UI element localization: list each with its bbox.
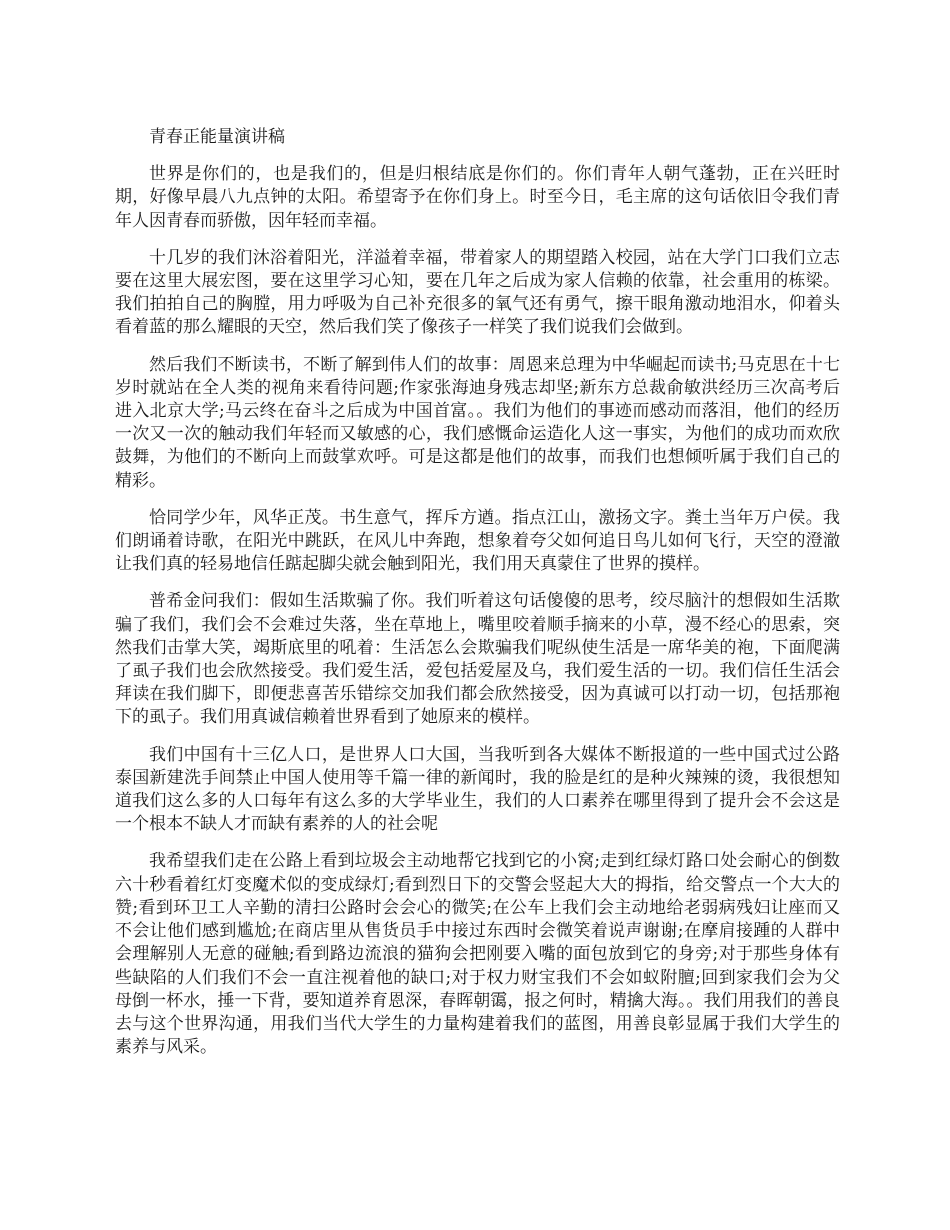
paragraph-7: 我希望我们走在公路上看到垃圾会主动地帮它找到它的小窝;走到红绿灯路口处会耐心的倒数六十秒看着红灯变魔术似的变成绿灯;看到烈日下的交警会竖起大大的拇指，给交警点一个大大的赞;看到环卫工人辛勤的清扫公路时会会心的微笑;在公车上我们会主动地给老弱病残妇让座而又不会让他们感到尴尬;在商店里从售货员手中接过东西时会微笑着说声谢谢;在摩肩接踵的人群中会理解别人无意的碰触;看到路边流浪的猫狗会把刚要入嘴的面包放到它的身旁;对于那些身体有些缺陷的人们我们不会一直注视着他的缺口;对于权力财宝我们不会如蚁附膻;回到家我们会为父母倒一杯水，捶一下背，要知道养育恩深，春晖朝霭，报之何时，精擒大海。。我们用我们的善良去与这个世界沟通，用我们当代大学生的力量构建着我们的蓝图，用善良彰显属于我们大学生的素养与风采。	[115, 851, 840, 1058]
paragraph-4: 恰同学少年，风华正茂。书生意气，挥斥方遒。指点江山，激扬文字。粪土当年万户侯。我们朗诵着诗歌，在阳光中跳跃，在风儿中奔跑，想象着夸父如何追日鸟儿如何飞行，天空的澄澈让我们真的轻易地信任踮起脚尖就会触到阳光，我们用天真蒙住了世界的摸样。	[115, 507, 840, 575]
paragraph-1: 世界是你们的，也是我们的，但是归根结底是你们的。你们青年人朝气蓬勃，正在兴旺时期，好像早晨八九点钟的太阳。希望寄予在你们身上。时至今日，毛主席的这句话依旧令我们青年人因青春而骄傲，因年轻而幸福。	[115, 164, 840, 231]
paragraph-6: 我们中国有十三亿人口，是世界人口大国，当我听到各大媒体不断报道的一些中国式过公路泰国新建洗手间禁止中国人使用等千篇一律的新闻时，我的脸是红的是种火辣辣的烫，我很想知道我们这么多的人口每年有这么多的大学毕业生，我们的人口素养在哪里得到了提升会不会这是一个根本不缺人才而缺有素养的人的社会呢	[115, 744, 840, 835]
paragraph-2: 十几岁的我们沐浴着阳光，洋溢着幸福，带着家人的期望踏入校园，站在大学门口我们立志要在这里大展宏图，要在这里学习心知，要在几年之后成为家人信赖的依靠，社会重用的栋梁。我们拍拍自己的胸膛，用力呼吸为自己补充很多的氧气还有勇气，擦干眼角激动地泪水，仰着头看着蓝的那么耀眼的天空，然后我们笑了像孩子一样笑了我们说我们会做到。	[115, 247, 840, 338]
paragraph-3: 然后我们不断读书，不断了解到伟人们的故事：周恩来总理为中华崛起而读书;马克思在十七岁时就站在全人类的视角来看待问题;作家张海迪身残志却坚;新东方总裁俞敏洪经历三次高考后进入北京大学;马云终在奋斗之后成为中国首富。。我们为他们的事迹而感动而落泪，他们的经历一次又一次的触动我们年轻而又敏感的心，我们感慨命运造化人这一事实，为他们的成功而欢欣鼓舞，为他们的不断向上而鼓掌欢呼。可是这都是他们的故事，而我们也想倾听属于我们自己的精彩。	[115, 354, 840, 491]
document-title: 青春正能量演讲稿	[149, 127, 285, 147]
paragraph-5: 普希金问我们：假如生活欺骗了你。我们听着这句话傻傻的思考，绞尽脑汁的想假如生活欺骗了我们，我们会不会难过失落，坐在草地上，嘴里咬着顺手摘来的小草，漫不经心的思索，突然我们击掌大笑，竭斯底里的吼着：生活怎么会欺骗我们呢纵使生活是一席华美的袍，下面爬满了虱子我们也会欣然接受。我们爱生活，爱包括爱屋及乌，我们爱生活的一切。我们信任生活会拜读在我们脚下，即便悲喜苦乐错综交加我们都会欣然接受，因为真诚可以打动一切，包括那袍下的虱子。我们用真诚信赖着世界看到了她原来的模样。	[115, 591, 840, 728]
document-page	[115, 126, 840, 1073]
